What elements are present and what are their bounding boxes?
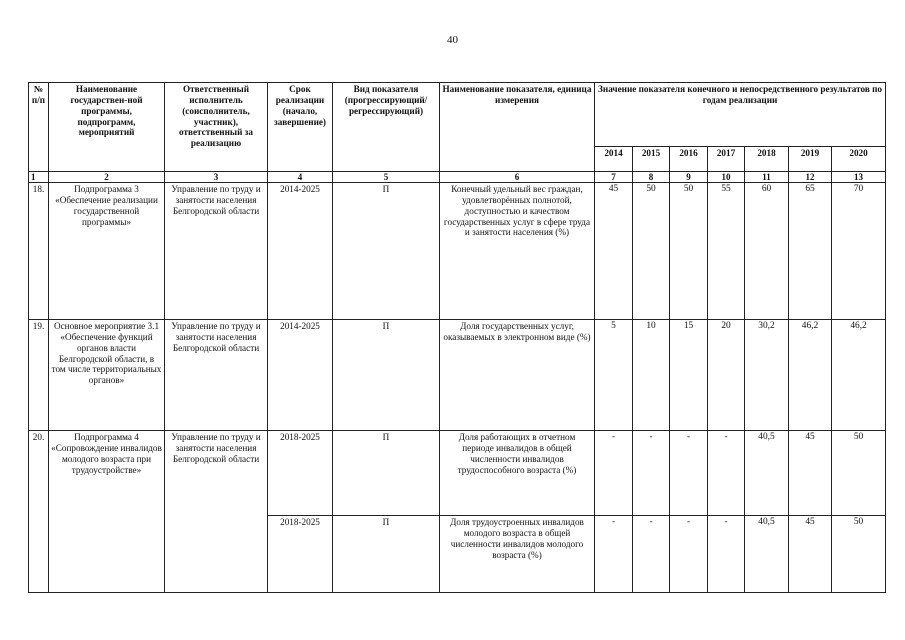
header-year: 2014 [595,146,633,171]
column-number: 12 [789,172,832,183]
row-value: 50 [832,516,886,593]
row-value: 60 [745,183,789,320]
row-indicator-name: Конечный удельный вес граждан, удовлетворённых полнотой, доступностью и качеством государственных услуг в сфере труда и занятости населения (%) [440,183,595,320]
row-value: 50 [832,431,886,516]
row-value: - [708,431,745,516]
row-value: 65 [789,183,832,320]
row-value: - [670,431,708,516]
indicators-table [28,82,886,593]
row-value: - [670,516,708,593]
row-value: - [708,516,745,593]
row-period: 2014-2025 [268,183,333,320]
row-period: 2018-2025 [268,431,333,516]
row-value: 45 [789,431,832,516]
row-num: 20. [29,431,49,593]
row-indicator-type: П [333,431,440,516]
column-number: 6 [440,172,595,183]
row-indicator-type: П [333,183,440,320]
column-number: 11 [745,172,789,183]
row-responsible: Управление по труду и занятости населения Белгородской области [165,183,268,320]
row-value: 46,2 [832,320,886,431]
header-period: Срок реализации (начало, завершение) [268,83,333,172]
row-indicator-name: Доля государственных услуг, оказываемых в электронном виде (%) [440,320,595,431]
header-values-group: Значение показателя конечного и непосредственного результатов по годам реализации [595,83,886,147]
row-indicator-type: П [333,320,440,431]
column-numbers-row [29,172,886,183]
column-number: 13 [832,172,886,183]
row-period: 2018-2025 [268,516,333,593]
header-year: 2017 [708,146,745,171]
row-num: 18. [29,183,49,320]
column-number: 5 [333,172,440,183]
row-value: 70 [832,183,886,320]
row-value: - [633,516,670,593]
column-number: 2 [49,172,165,183]
row-value: - [595,516,633,593]
header-indicator-name: Наименование показателя, единица измерения [440,83,595,172]
column-number: 10 [708,172,745,183]
row-value: 40,5 [745,431,789,516]
row-program-name: Подпрограмма 3 «Обеспечение реализации государственной программы» [49,183,165,320]
column-number: 8 [633,172,670,183]
row-value: 50 [670,183,708,320]
row-num: 19. [29,320,49,431]
table-row [29,183,886,320]
column-number: 9 [670,172,708,183]
row-value: 20 [708,320,745,431]
header-program-name: Наименование государствен-ной программы, подпрограмм, мероприятий [49,83,165,172]
header-row [29,83,886,147]
row-value: 46,2 [789,320,832,431]
header-year: 2018 [745,146,789,171]
header-year: 2020 [832,146,886,171]
column-number: 4 [268,172,333,183]
row-period: 2014-2025 [268,320,333,431]
header-year: 2019 [789,146,832,171]
row-value: - [595,431,633,516]
row-responsible: Управление по труду и занятости населения Белгородской области [165,320,268,431]
header-year: 2016 [670,146,708,171]
header-responsible: Ответственный исполнитель (соисполнитель, участник), ответственный за реализацию [165,83,268,172]
row-value: 15 [670,320,708,431]
row-value: 45 [789,516,832,593]
column-number: 3 [165,172,268,183]
row-value: - [633,431,670,516]
column-number: 1 [29,172,49,183]
row-value: 30,2 [745,320,789,431]
row-indicator-type: П [333,516,440,593]
header-year: 2015 [633,146,670,171]
row-indicator-name: Доля трудоустроенных инвалидов молодого возраста в общей численности инвалидов молодого возраста (%) [440,516,595,593]
column-number: 7 [595,172,633,183]
row-indicator-name: Доля работающих в отчетном периоде инвалидов в общей численности инвалидов трудоспособного возраста (%) [440,431,595,516]
row-program-name: Подпрограмма 4 «Сопровождение инвалидов молодого возраста при трудоустройстве» [49,431,165,593]
row-value: 55 [708,183,745,320]
row-value: 40,5 [745,516,789,593]
row-value: 5 [595,320,633,431]
page-number: 40 [447,34,458,46]
row-value: 50 [633,183,670,320]
row-program-name: Основное мероприятие 3.1 «Обеспечение функций органов власти Белгородской области, в том числе территориальных органов» [49,320,165,431]
table-row [29,431,886,516]
row-responsible: Управление по труду и занятости населения Белгородской области [165,431,268,593]
row-value: 45 [595,183,633,320]
table-row [29,320,886,431]
header-num: № п/п [29,83,49,172]
header-indicator-type: Вид показателя (прогрессирующий/ регрессирующий) [333,83,440,172]
row-value: 10 [633,320,670,431]
